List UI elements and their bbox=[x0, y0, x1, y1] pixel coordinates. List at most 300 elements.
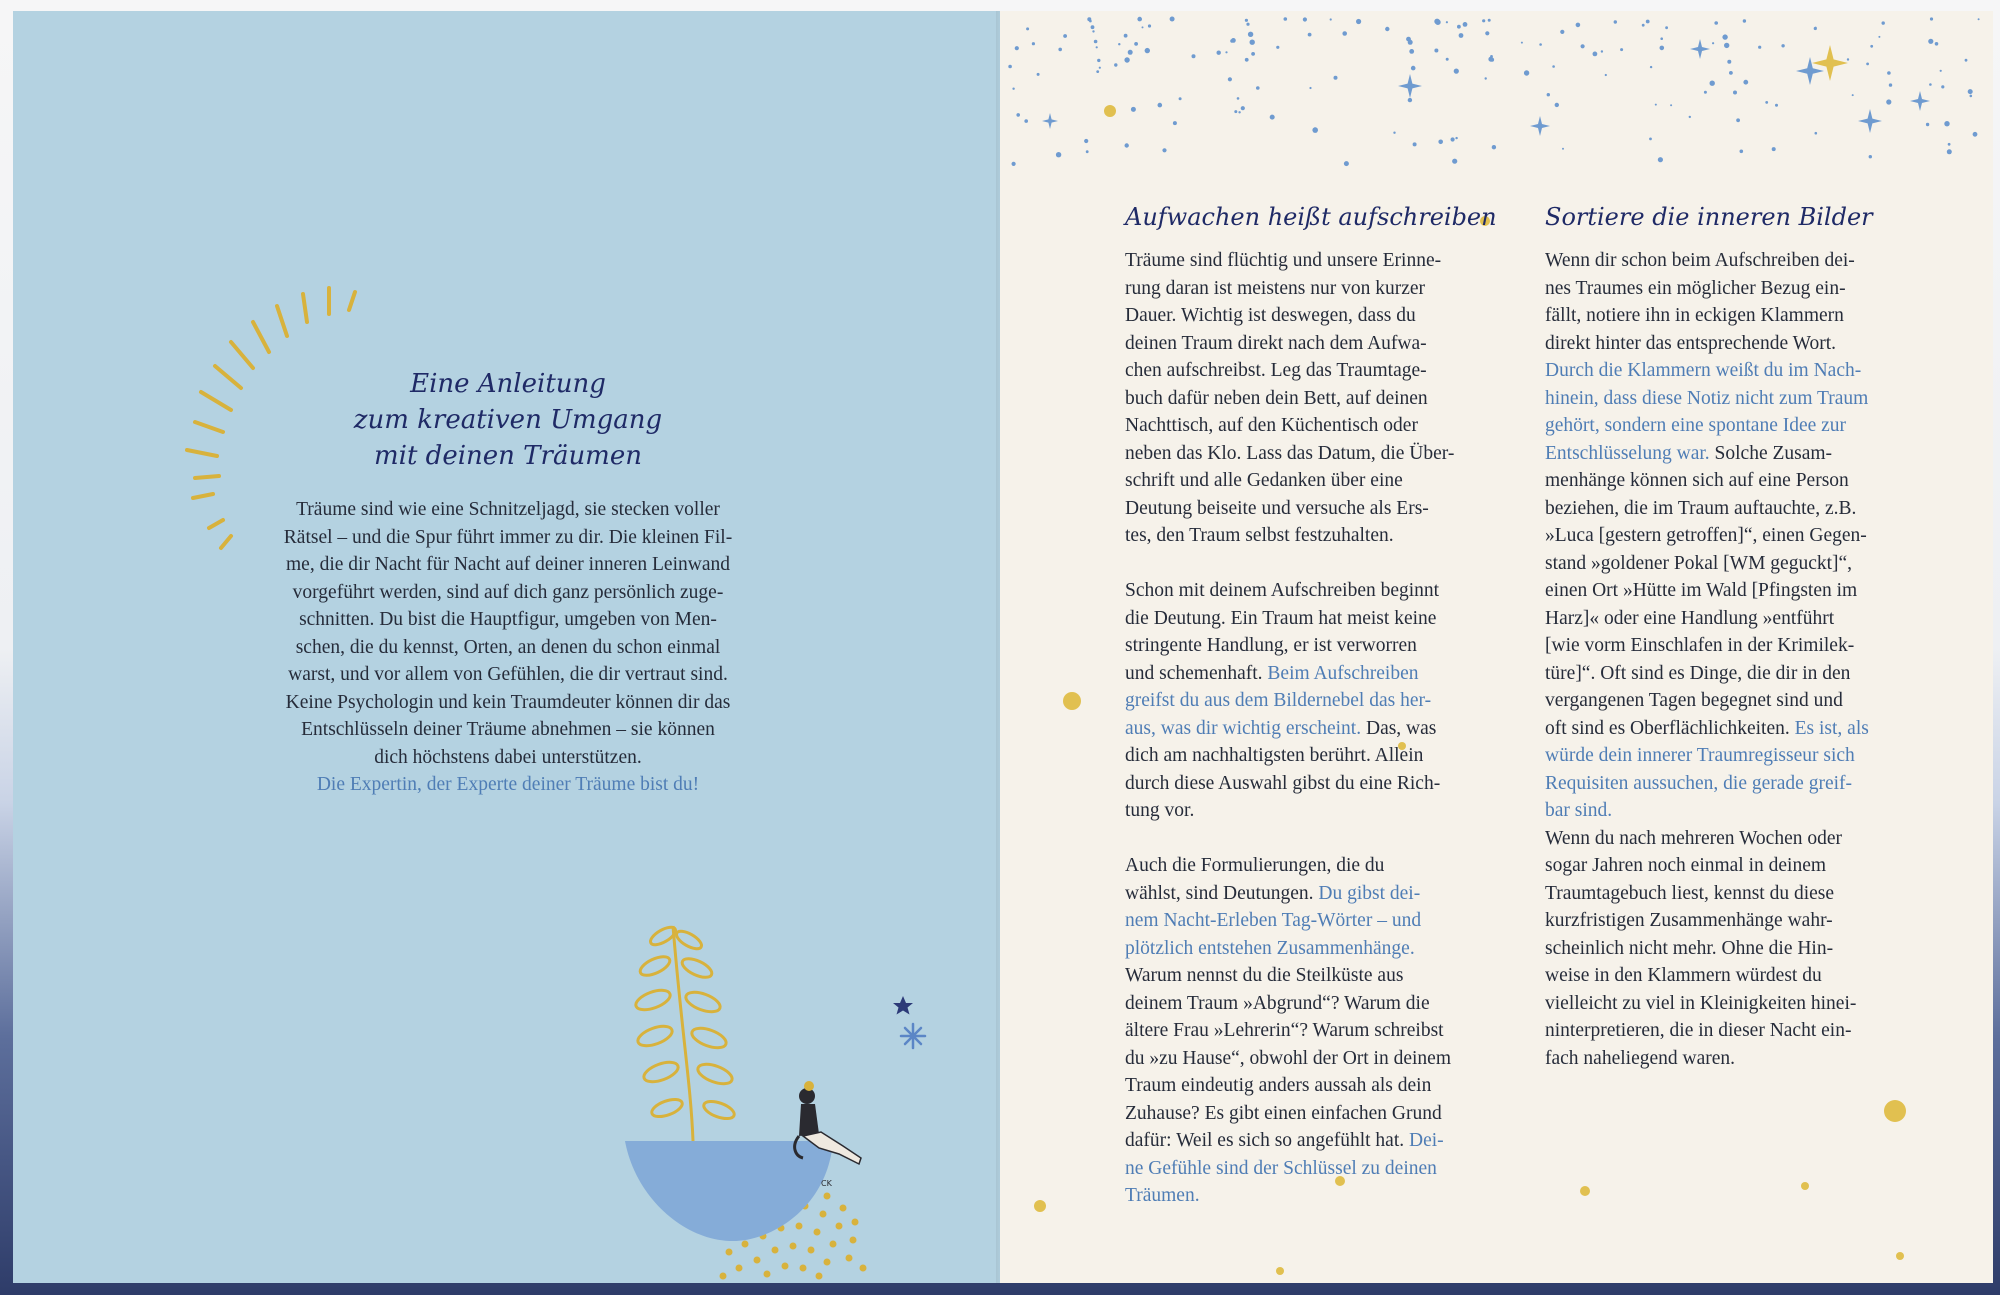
star-dot bbox=[1736, 118, 1740, 122]
text-line bbox=[1125, 1100, 1454, 1128]
star-dot bbox=[1765, 101, 1768, 104]
text-line bbox=[1125, 275, 1454, 303]
star-dot bbox=[1576, 23, 1581, 28]
star-dot bbox=[1056, 152, 1061, 157]
intro-text bbox=[253, 496, 763, 799]
star-dot bbox=[1063, 34, 1067, 38]
star-dot bbox=[1114, 63, 1117, 66]
intro-title-line: Eine Anleitung bbox=[410, 369, 606, 399]
body-text: Das, was bbox=[1361, 717, 1437, 739]
star-dot bbox=[1037, 73, 1040, 76]
sparkle-icon bbox=[901, 1024, 925, 1048]
body-text: [wie vorm Einschlafen in der Krimilek- bbox=[1545, 635, 1855, 656]
highlighted-text: greifst du aus dem Bildernebel das her- bbox=[1125, 690, 1432, 711]
star-dot bbox=[1145, 48, 1150, 53]
intro-text-line: me, die dir Nacht für Nacht auf deiner inneren Leinwand bbox=[286, 554, 730, 575]
text-line bbox=[1125, 742, 1454, 770]
text-line bbox=[1125, 467, 1454, 495]
text-line bbox=[1545, 825, 1869, 853]
body-text: direkt hinter das entsprechende Wort. bbox=[1545, 332, 1837, 354]
star-dot bbox=[1560, 30, 1564, 34]
sparkle-icon bbox=[1530, 116, 1550, 136]
body-text: Wenn dir schon beim Aufschreiben dei- bbox=[1545, 250, 1855, 271]
text-line bbox=[1545, 687, 1869, 715]
star-dot bbox=[1459, 33, 1464, 38]
body-text: stringente Handlung, er ist verworren bbox=[1125, 635, 1417, 656]
text-line bbox=[1545, 1045, 1869, 1073]
body-text: chen aufschreibst. Leg das Traumtage- bbox=[1125, 360, 1427, 381]
text-line bbox=[1125, 962, 1454, 990]
star-dot bbox=[1125, 143, 1129, 147]
left-page bbox=[13, 11, 1000, 1283]
star-dot bbox=[1438, 140, 1443, 145]
star-dot bbox=[1032, 42, 1035, 45]
star-dot bbox=[1250, 40, 1255, 45]
body-text: Traumtagebuch liest, kennst du diese bbox=[1545, 882, 1835, 904]
body-text: und schemenhaft. bbox=[1125, 662, 1268, 684]
star-dot bbox=[1411, 66, 1416, 71]
star-dot bbox=[1241, 106, 1245, 110]
body-text: dich am nachhaltigsten berührt. Allein bbox=[1125, 745, 1424, 766]
text-line bbox=[1545, 660, 1869, 688]
paragraph-gap bbox=[1125, 550, 1454, 578]
star-dot bbox=[1965, 59, 1968, 62]
star-dot bbox=[1342, 31, 1347, 36]
star-dot bbox=[1142, 26, 1144, 28]
star-dot bbox=[1655, 104, 1657, 106]
text-line bbox=[1545, 330, 1869, 358]
highlighted-text: Dei- bbox=[1409, 1130, 1444, 1151]
star-dot bbox=[1246, 23, 1249, 26]
intro-text-line: Entschlüsseln deiner Träume abnehmen – sie können bbox=[301, 719, 715, 740]
star-dot bbox=[1173, 121, 1177, 125]
column-1-text bbox=[1125, 247, 1454, 1210]
right-page bbox=[1000, 11, 1993, 1283]
star-dot bbox=[1446, 21, 1448, 23]
star-dot bbox=[1084, 139, 1088, 143]
text-line bbox=[1125, 715, 1454, 743]
star-dot bbox=[1930, 17, 1933, 20]
body-text: fällt, notiere ihn in eckigen Klammern bbox=[1545, 305, 1844, 326]
star-dot bbox=[1148, 24, 1151, 27]
highlighted-text: Es ist, als bbox=[1794, 717, 1869, 739]
star-dot bbox=[1852, 94, 1854, 96]
star-dot bbox=[1092, 30, 1094, 32]
star-dot bbox=[1454, 69, 1459, 74]
body-text: wählst, sind Deutungen. bbox=[1125, 882, 1319, 904]
star-dot bbox=[1309, 87, 1311, 89]
star-dot bbox=[1270, 115, 1275, 120]
star-dot bbox=[1882, 21, 1885, 24]
star-dot bbox=[1948, 143, 1951, 146]
column-1-title: Aufwachen heißt aufschreiben bbox=[1125, 203, 1497, 231]
body-text: die Deutung. Ein Traum hat meist keine bbox=[1125, 607, 1437, 629]
body-text: Solche Zusam- bbox=[1709, 442, 1833, 464]
body-text: ninterpretieren, die in dieser Nacht ein- bbox=[1545, 1020, 1852, 1041]
text-line bbox=[1125, 632, 1454, 660]
body-text: Harz]« oder eine Handlung »entführt bbox=[1545, 607, 1835, 629]
gold-dot bbox=[1580, 1186, 1590, 1196]
plant-and-bowl-illustration bbox=[623, 896, 963, 1283]
body-text: sogar Jahren noch einmal in deinem bbox=[1545, 855, 1827, 876]
star-dot bbox=[1158, 103, 1163, 108]
sparkle-icon bbox=[1910, 91, 1930, 111]
body-text: türe]“. Oft sind es Dinge, die dir in den bbox=[1545, 662, 1851, 684]
intro-text-line: Keine Psychologin und kein Traumdeuter können dir das bbox=[285, 691, 731, 713]
text-line bbox=[1125, 880, 1454, 908]
star-dot bbox=[1482, 19, 1485, 22]
star-dot bbox=[1385, 27, 1389, 31]
star-dot bbox=[1490, 58, 1494, 62]
text-line bbox=[1545, 935, 1869, 963]
text-line bbox=[1125, 1127, 1454, 1155]
intro-text-line: schnitten. Du bist die Hauptfigur, umgeben von Men- bbox=[299, 609, 717, 630]
star-dot bbox=[1660, 37, 1663, 40]
highlighted-text: würde dein innerer Traumregisseur sich bbox=[1545, 745, 1855, 766]
star-dot bbox=[1547, 93, 1550, 96]
body-text: deinem Traum »Abgrund“? Warum die bbox=[1125, 992, 1430, 1014]
star-dot bbox=[1008, 65, 1012, 69]
star-dot bbox=[1137, 17, 1142, 22]
star-dot bbox=[1455, 137, 1457, 139]
body-text: du »zu Hause“, obwohl der Ort in deinem bbox=[1125, 1047, 1451, 1069]
body-text: menhänge können sich auf eine Person bbox=[1545, 470, 1849, 491]
star-dot bbox=[1179, 97, 1182, 100]
star-dot bbox=[1758, 46, 1761, 49]
body-text: Traum eindeutig anders aussah als dein bbox=[1125, 1075, 1432, 1096]
star-dot bbox=[1094, 40, 1098, 44]
highlighted-text: hinein, dass diese Notiz nicht zum Traum bbox=[1545, 387, 1869, 409]
star-dot bbox=[1434, 19, 1440, 25]
star-dot bbox=[1928, 39, 1933, 44]
star-dot bbox=[1434, 49, 1438, 53]
intro-text-line: warst, und vor allem von Gefühlen, die dir vertraut sind. bbox=[288, 664, 728, 685]
star-dot bbox=[1245, 19, 1248, 22]
star-dot bbox=[1131, 107, 1136, 112]
star-dot bbox=[1729, 71, 1733, 75]
gold-dot bbox=[1884, 1100, 1906, 1122]
star-dot bbox=[1620, 48, 1623, 51]
body-text: weise in den Klammern würdest du bbox=[1545, 965, 1822, 986]
gold-dot bbox=[1104, 105, 1116, 117]
star-dot bbox=[1237, 97, 1240, 100]
body-text: stand »goldener Pokal [WM geguckt]“, bbox=[1545, 552, 1853, 574]
highlighted-text: Du gibst dei- bbox=[1318, 882, 1421, 904]
star-dot bbox=[1714, 21, 1718, 25]
star-dot bbox=[1308, 33, 1312, 37]
text-line bbox=[1125, 385, 1454, 413]
text-line bbox=[1125, 1182, 1454, 1210]
star-dot bbox=[1356, 19, 1361, 24]
body-text: Träume sind flüchtig und unsere Erinne- bbox=[1125, 250, 1442, 271]
star-dot bbox=[1710, 81, 1715, 86]
star-dot bbox=[1866, 63, 1869, 66]
star-dot bbox=[1743, 80, 1748, 85]
text-line bbox=[1545, 440, 1869, 468]
text-line bbox=[1545, 632, 1869, 660]
text-line bbox=[1125, 330, 1454, 358]
star-dot bbox=[1772, 147, 1776, 151]
star-dot bbox=[1649, 138, 1652, 141]
body-text: buch dafür neben dein Bett, auf deinen bbox=[1125, 387, 1428, 409]
star-dot bbox=[1978, 18, 1980, 20]
star-dot bbox=[1170, 17, 1175, 22]
star-icon bbox=[893, 996, 913, 1015]
star-dot bbox=[1878, 36, 1880, 38]
star-dot bbox=[1015, 46, 1019, 50]
star-dot bbox=[1234, 110, 1237, 113]
body-text: oft sind es Oberflächlichkeiten. bbox=[1545, 717, 1795, 739]
body-text: deinen Traum direkt nach dem Aufwa- bbox=[1125, 332, 1427, 354]
text-line bbox=[1125, 605, 1454, 633]
star-dot bbox=[1089, 20, 1092, 23]
star-dot bbox=[1968, 89, 1973, 94]
highlighted-text: Entschlüsselung war. bbox=[1545, 442, 1710, 464]
star-dot bbox=[1775, 104, 1778, 107]
text-line bbox=[1125, 907, 1454, 935]
star-dot bbox=[1646, 20, 1650, 24]
gold-dot bbox=[1276, 1267, 1284, 1275]
star-dot bbox=[1024, 119, 1028, 123]
body-text: beziehen, die im Traum auftauchte, z.B. bbox=[1545, 497, 1857, 519]
star-dot bbox=[1727, 60, 1731, 64]
star-dot bbox=[1887, 71, 1891, 75]
highlighted-text: aus, was dir wichtig erscheint. bbox=[1125, 717, 1362, 739]
text-line bbox=[1545, 797, 1869, 825]
text-line bbox=[1545, 715, 1869, 743]
body-text: Warum nennst du die Steilküste aus bbox=[1125, 965, 1404, 986]
text-line bbox=[1545, 412, 1869, 440]
text-line bbox=[1125, 935, 1454, 963]
sparkle-icon bbox=[1398, 74, 1422, 98]
star-dot bbox=[1344, 161, 1349, 166]
star-dot bbox=[1457, 25, 1461, 29]
star-dot bbox=[1947, 149, 1952, 154]
gold-dot bbox=[1896, 1252, 1904, 1260]
highlighted-text: plötzlich entstehen Zusammenhänge. bbox=[1125, 937, 1415, 959]
body-text: Wenn du nach mehreren Wochen oder bbox=[1545, 827, 1843, 849]
star-dot bbox=[1847, 58, 1849, 60]
star-dot bbox=[1284, 17, 1288, 21]
star-dot bbox=[1334, 76, 1338, 80]
gold-dot bbox=[1063, 692, 1081, 710]
text-line bbox=[1125, 797, 1454, 825]
star-dot bbox=[1581, 44, 1585, 48]
text-line bbox=[1125, 660, 1454, 688]
body-text: schrift und alle Gedanken über eine bbox=[1125, 470, 1403, 491]
star-dot bbox=[1935, 42, 1939, 46]
star-dot bbox=[1562, 148, 1564, 150]
star-dot bbox=[1601, 50, 1603, 52]
star-dot bbox=[1660, 46, 1665, 51]
highlighted-text: Träumen. bbox=[1125, 1185, 1200, 1206]
book-spread bbox=[13, 11, 1993, 1283]
text-line bbox=[1545, 962, 1869, 990]
sparkle-icon bbox=[1042, 113, 1058, 129]
text-line bbox=[1545, 275, 1869, 303]
star-dot bbox=[1539, 43, 1542, 46]
text-line bbox=[1125, 302, 1454, 330]
text-line bbox=[1125, 1017, 1454, 1045]
body-text: vielleicht zu viel in Kleinigkeiten hinei- bbox=[1545, 992, 1857, 1014]
star-dot bbox=[1251, 52, 1255, 56]
star-dot bbox=[1451, 137, 1455, 141]
text-line bbox=[1125, 1072, 1454, 1100]
star-dot bbox=[1689, 116, 1691, 118]
star-dot bbox=[1225, 51, 1227, 53]
text-line bbox=[1545, 247, 1869, 275]
star-dot bbox=[1724, 43, 1729, 48]
star-dot bbox=[1926, 123, 1929, 126]
star-dot bbox=[1408, 98, 1412, 102]
star-dot bbox=[1096, 70, 1099, 73]
star-dot bbox=[1733, 91, 1737, 95]
column-2-text bbox=[1545, 247, 1869, 1072]
star-dot bbox=[1192, 54, 1196, 58]
text-line bbox=[1545, 302, 1869, 330]
star-dot bbox=[1452, 159, 1457, 164]
star-dot bbox=[1485, 31, 1489, 35]
star-dot bbox=[1012, 162, 1016, 166]
star-dot bbox=[1256, 86, 1260, 90]
intro-text-line: Rätsel – und die Spur führt immer zu dir. Die kleinen Fil- bbox=[283, 526, 733, 548]
text-line bbox=[1125, 577, 1454, 605]
text-line bbox=[1125, 357, 1454, 385]
column-2-title: Sortiere die inneren Bilder bbox=[1545, 203, 1873, 231]
intro-highlight-line: Die Expertin, der Experte deiner Träume bist du! bbox=[316, 774, 700, 795]
star-dot bbox=[1012, 88, 1014, 90]
body-text: einen Ort »Hütte im Wald [Pfingsten im bbox=[1545, 580, 1858, 601]
text-line bbox=[1125, 495, 1454, 523]
highlighted-text: Durch die Klammern weißt du im Nach- bbox=[1545, 360, 1862, 381]
star-dot bbox=[1712, 42, 1714, 44]
star-dot bbox=[1870, 45, 1873, 48]
text-line bbox=[1545, 742, 1869, 770]
star-dot bbox=[1658, 157, 1663, 162]
star-dot bbox=[1091, 25, 1095, 29]
star-dot bbox=[1941, 85, 1944, 88]
paragraph-gap bbox=[1125, 825, 1454, 853]
star-dot bbox=[1228, 77, 1232, 81]
text-line bbox=[1545, 495, 1869, 523]
star-dot bbox=[1614, 20, 1617, 23]
star-dot bbox=[1704, 91, 1707, 94]
star-dot bbox=[1940, 70, 1942, 72]
body-text: ältere Frau »Lehrerin“? Warum schreibst bbox=[1125, 1020, 1444, 1041]
star-dot bbox=[1781, 44, 1784, 47]
star-dot bbox=[1128, 50, 1133, 55]
body-text: kurzfristigen Zusammenhänge wahr- bbox=[1545, 910, 1833, 931]
body-text: tung vor. bbox=[1125, 800, 1195, 821]
star-dot bbox=[1722, 34, 1727, 39]
star-dot bbox=[1238, 111, 1240, 113]
star-dot bbox=[1605, 74, 1607, 76]
star-dot bbox=[1118, 43, 1120, 45]
star-dot bbox=[1312, 127, 1318, 133]
body-text: fach naheliegend waren. bbox=[1545, 1047, 1736, 1069]
illustration-signature: CK bbox=[821, 1179, 832, 1188]
star-dot bbox=[1303, 17, 1307, 21]
star-dot bbox=[1096, 46, 1098, 48]
text-line bbox=[1545, 907, 1869, 935]
highlighted-text: Requisiten aussuchen, die gerade greif- bbox=[1545, 772, 1853, 794]
star-dot bbox=[1276, 46, 1279, 49]
body-text: Zuhause? Es gibt einen einfachen Grund bbox=[1125, 1102, 1442, 1124]
text-line bbox=[1545, 880, 1869, 908]
star-dot bbox=[1099, 67, 1101, 69]
text-line bbox=[1125, 412, 1454, 440]
star-dot bbox=[1665, 26, 1668, 29]
highlighted-text: bar sind. bbox=[1545, 800, 1613, 821]
star-dot bbox=[1058, 48, 1062, 52]
text-line bbox=[1125, 852, 1454, 880]
star-dot bbox=[1815, 132, 1818, 135]
intro-title bbox=[213, 366, 803, 474]
star-dot bbox=[1162, 148, 1166, 152]
body-text: Deutung beiseite und versuche als Ers- bbox=[1125, 497, 1429, 519]
body-text: »Luca [gestern getroffen]“, einen Gegen- bbox=[1545, 525, 1867, 546]
body-text: neben das Klo. Lass das Datum, die Über- bbox=[1125, 442, 1455, 464]
star-dot bbox=[1488, 19, 1491, 22]
star-dot bbox=[1743, 19, 1746, 22]
body-text: Schon mit deinem Aufschreiben beginnt bbox=[1125, 580, 1440, 601]
body-text: Auch die Formulierungen, die du bbox=[1125, 855, 1385, 876]
star-dot bbox=[1593, 52, 1598, 57]
star-dot bbox=[1524, 70, 1529, 75]
star-dot bbox=[1026, 27, 1029, 30]
intro-text-line: dich höchstens dabei unterstützen. bbox=[374, 746, 642, 768]
body-text: Nachttisch, auf den Küchentisch oder bbox=[1125, 415, 1418, 436]
text-line bbox=[1125, 247, 1454, 275]
highlighted-text: ne Gefühle sind der Schlüssel zu deinen bbox=[1125, 1157, 1437, 1179]
text-line bbox=[1545, 605, 1869, 633]
star-dot bbox=[1097, 59, 1100, 62]
body-text: nes Traumes ein möglicher Bezug ein- bbox=[1545, 277, 1846, 299]
star-dot bbox=[1552, 65, 1555, 68]
star-dot bbox=[1330, 18, 1332, 20]
text-line bbox=[1125, 990, 1454, 1018]
star-dot bbox=[1485, 77, 1487, 79]
text-line bbox=[1125, 687, 1454, 715]
text-line bbox=[1545, 357, 1869, 385]
intro-text-line: schen, die du kennst, Orten, an denen du schon einmal bbox=[295, 636, 721, 658]
gold-dot bbox=[1034, 1200, 1046, 1212]
star-dot bbox=[1134, 42, 1138, 46]
star-dot bbox=[1490, 55, 1493, 58]
text-line bbox=[1545, 770, 1869, 798]
text-line bbox=[1545, 467, 1869, 495]
body-text: tes, den Traum selbst festzuhalten. bbox=[1125, 525, 1394, 546]
body-text: dafür: Weil es sich so angefühlt hat. bbox=[1125, 1130, 1409, 1151]
star-dot bbox=[1492, 145, 1496, 149]
intro-title-line: mit deinen Träumen bbox=[374, 441, 642, 471]
star-dot bbox=[1245, 58, 1249, 62]
body-text: rung daran ist meistens nur von kurzer bbox=[1125, 277, 1426, 299]
gold-sparkle-icon bbox=[1812, 45, 1848, 81]
star-dot bbox=[1393, 132, 1395, 134]
star-dot bbox=[1409, 49, 1414, 54]
body-text: Dauer. Wichtig ist deswegen, dass du bbox=[1125, 305, 1416, 326]
text-line bbox=[1545, 577, 1869, 605]
star-dot bbox=[1642, 24, 1645, 27]
sparkle-icon bbox=[1858, 109, 1882, 133]
star-dot bbox=[1740, 150, 1744, 154]
star-dot bbox=[1869, 155, 1872, 158]
text-line bbox=[1545, 852, 1869, 880]
star-dot bbox=[1248, 32, 1253, 37]
star-dot bbox=[1016, 113, 1020, 117]
text-line bbox=[1125, 770, 1454, 798]
